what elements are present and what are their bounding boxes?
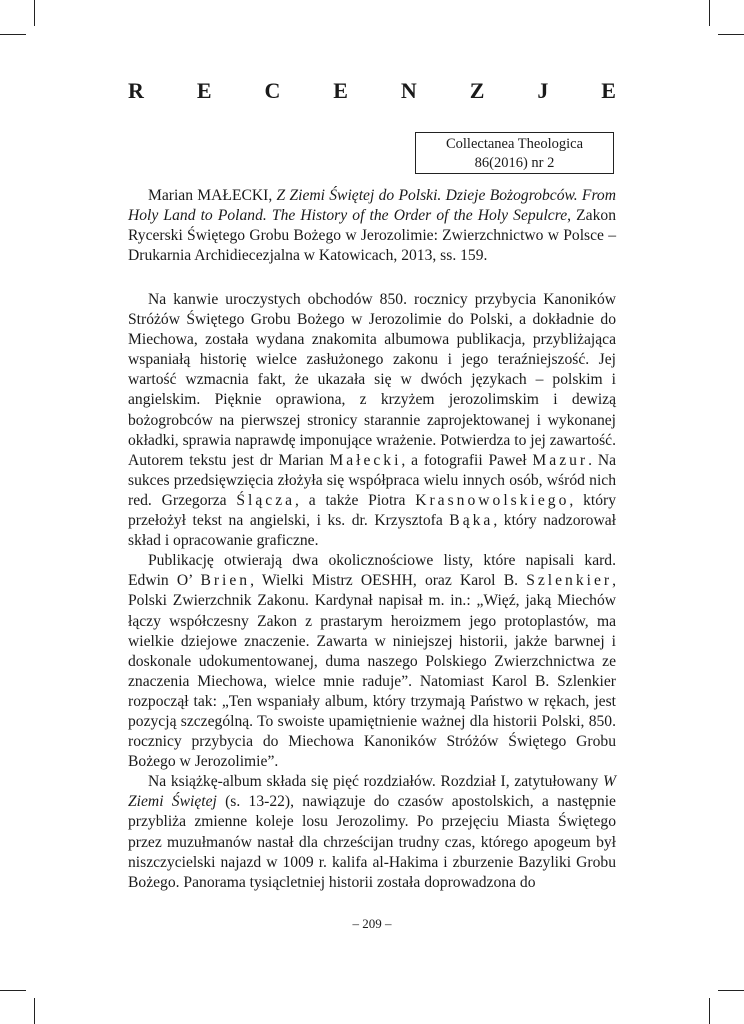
- text-segment: Publikację otwierają dwa okolicznościowe listy, które napisali kard. Edwin O’: [128, 552, 616, 590]
- heading-letter: Z: [469, 78, 485, 103]
- section-heading: [128, 78, 616, 104]
- citation-publication: , Zakon Rycerski Świętego Grobu Bożego w Jerozolimie: Zwierzchnictwo w Polsce – Drukarnia Archidiecezjalna w Katowicach, 2013, ss. 159.: [128, 207, 616, 265]
- text-segment: (s. 13-22), nawiązuje do czasów apostolskich, a następnie przybliża zmienne koleje losu Jerozolimy. Po przejęciu Miasta Świętego przez muzułmanów nastał dla chrześcijan trudny czas, którego apogeum był niszczycielski najazd w 1009 r. kalifa al-Hakima i zburzenie Bazyliki Grobu Bożego. Panorama tysiącletniej historii została doprowadzona do: [128, 793, 616, 891]
- crop-mark-bottom-left-vertical: [34, 998, 35, 1024]
- crop-mark-top-right-horizontal: [718, 34, 744, 35]
- crop-mark-top-left-horizontal: [0, 34, 26, 35]
- book-citation: [128, 186, 616, 266]
- crop-mark-top-left-vertical: [34, 0, 35, 26]
- spaced-name: Szlenkier: [526, 572, 613, 590]
- review-body: [128, 290, 616, 893]
- journal-info-box: [415, 132, 614, 174]
- journal-volume: 86(2016) nr 2: [474, 155, 555, 171]
- crop-mark-bottom-right-vertical: [709, 998, 710, 1024]
- review-paragraph: [128, 772, 616, 893]
- heading-letter: J: [537, 78, 549, 103]
- review-paragraph: [128, 290, 616, 551]
- text-segment: , a fotografii Paweł: [401, 451, 533, 469]
- crop-mark-bottom-left-horizontal: [0, 990, 26, 991]
- spaced-name: Krasnowolskiego: [415, 491, 570, 509]
- text-segment: . Na sukces przedsięwzięcia złożyła się współpraca wielu innych osób, wśród nich red. Grzegorza: [128, 451, 616, 509]
- spaced-name: Małecki: [329, 451, 402, 469]
- spaced-name: Brien: [200, 572, 251, 590]
- text-segment: Na kanwie uroczystych obchodów 850. rocznicy przybycia Kanoników Stróżów Świętego Grobu Bożego w Jerozolimie do Polski, a dokładnie do Miechowa, została wydana znakomita albumowa publikacja, przybliżająca wspaniałą historię wielce zasłużonego zakonu i jego teraźniejszość. Jej wartość wzmacnia fakt, że ukazała się w dwóch językach – polskim i angielskim. Pięknie oprawiona, z krzyżem jerozolimskim i dewizą bożogrobców na pierwszej stronicy starannie zaprojektowanej i wykonanej okładki, sprawia naprawdę imponujące wrażenie. Potwierdza to jej zawartość. Autorem tekstu jest dr Marian: [128, 291, 616, 469]
- heading-letter: E: [196, 78, 212, 103]
- text-segment: , który przełożył tekst na angielski, i ks. dr. Krzysztofa: [128, 491, 616, 530]
- text-segment: , Polski Zwierzchnik Zakonu. Kardynał napisał m. in.: „Więź, jaką Miechów łączy współczesny Zakon z prastarym heroizmem jego protoplastów, ma wielkie dziejowe znaczenie. Zawarta w niniejszej historii, jakże barwnej i doskonale udokumentowanej, duma naszego Polskiego Zwierzchnictwa ze znaczenia Miechowa, wielce mnie raduje”. Natomiast Karol B. Szlenkier rozpoczął tak: „Ten wspaniały album, który trzymają Państwo w rękach, jest pozycją szczególną. To swoiste upamiętnienie ważnej dla historii Polski, 850. rocznicy przybycia do Miechowa Kanoników Stróżów Świętego Grobu Bożego w Jerozolimie”.: [128, 572, 616, 771]
- citation-author: Marian MAŁECKI,: [148, 187, 277, 204]
- spaced-name: Bąka: [449, 512, 494, 530]
- heading-letter: R: [128, 78, 144, 103]
- review-paragraph: [128, 551, 616, 772]
- crop-mark-bottom-right-horizontal: [718, 990, 744, 991]
- heading-letter: E: [601, 78, 616, 103]
- text-segment: , a także Piotra: [295, 491, 416, 509]
- citation-title: Z Ziemi Świętej do Polski. Dzieje Bożogrobców. From Holy Land to Poland. The History of the Order of the Holy Sepulcre: [128, 187, 616, 225]
- text-segment: Na książkę-album składa się pięć rozdziałów. Rozdział I, zatytułowany: [148, 773, 603, 791]
- spaced-name: Mazur: [532, 451, 589, 469]
- heading-letter: N: [400, 78, 417, 103]
- crop-mark-top-right-vertical: [709, 0, 710, 26]
- page-number: – 209 –: [352, 916, 392, 931]
- heading-letter: E: [333, 78, 348, 103]
- chapter-title: W Ziemi Świętej: [128, 773, 616, 811]
- spaced-name: Ślącza: [236, 491, 296, 509]
- heading-letter: C: [264, 78, 281, 103]
- text-segment: , który nadzorował skład i opracowanie graficzne.: [128, 512, 616, 550]
- text-segment: , Wielki Mistrz OESHH, oraz Karol B.: [250, 572, 527, 590]
- journal-name: Collectanea Theologica: [445, 136, 584, 152]
